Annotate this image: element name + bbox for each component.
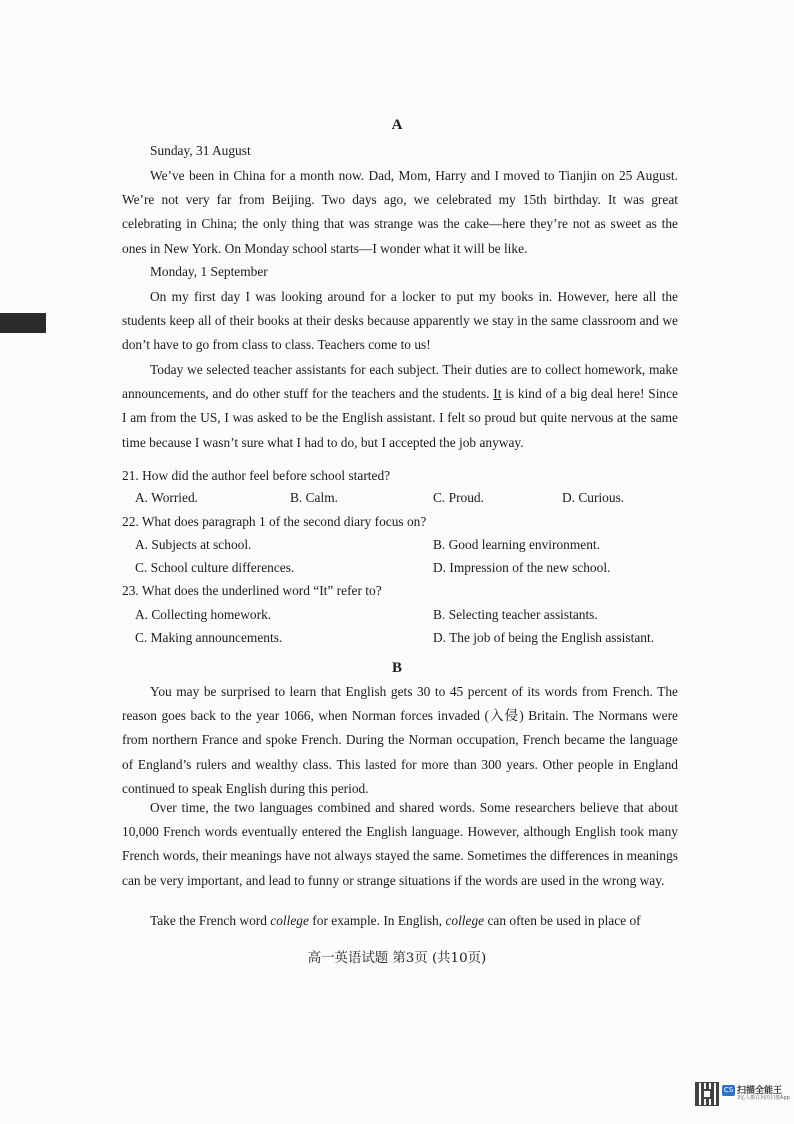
camscanner-logo-icon: CS [723, 1086, 734, 1094]
q23-option-b: B. Selecting teacher assistants. [433, 607, 598, 622]
p2-text-after: is kind of a big deal here! Since I am from the US, I was asked to be the English assistant. I felt so proud but quite nervous at the same time because I wasn’t sure what I had to do, but I accepted the job anyway. [122, 386, 678, 450]
q22-option-d: D. Impression of the new school. [433, 560, 611, 575]
scanner-watermark [722, 1083, 790, 1103]
q23-option-d: D. The job of being the English assistant. [433, 630, 655, 645]
watermark-app-name: 扫描全能王 [737, 1086, 783, 1096]
section-b-title: B [391, 660, 402, 676]
q22-option-a: A. Subjects at school. [135, 537, 252, 552]
underlined-word-it: It [493, 386, 502, 402]
watermark-tagline: 3亿人都在用的扫描App [737, 1095, 790, 1101]
p3-text-b: for example. In English, [308, 913, 446, 928]
q23-option-a: A. Collecting homework. [135, 607, 272, 622]
p3-text-c: can often be used in place of [484, 913, 641, 928]
question-21-stem: 21. How did the author feel before school started? [122, 468, 391, 483]
diary-entry-2-paragraph-2 [122, 358, 678, 455]
passage-b-paragraph-2: Over time, the two languages combined and shared words. Some researchers believe that about 10,000 French words eventually entered the English language. However, although English took many French words, their meanings have not always stayed the same. Sometimes the differences in meanings can be very important, and lead to funny or strange situations if the words are used in the wrong way. [122, 800, 678, 888]
q21-option-b: B. Calm. [290, 490, 338, 505]
italic-word-college-1: college [270, 913, 309, 928]
diary-entry-1: We’ve been in China for a month now. Dad, Mom, Harry and I moved to Tianjin on 25 August. We’re not very far from Beijing. Two days ago, we celebrated my 15th birthday. It was great celebrating in China; the only thing that was strange was the cake—here they’re not as sweet as the ones in New York. On Monday school starts—I wonder what it will be like. [122, 168, 678, 256]
diary-date-2: Monday, 1 September [150, 264, 268, 279]
question-22-stem: 22. What does paragraph 1 of the second diary focus on? [122, 514, 427, 529]
scan-artifact [0, 313, 46, 333]
p2-text-before: Today we selected teacher assistants for each subject. Their duties are to collect homework, make announcements, and do other stuff for the teachers and the students. [122, 362, 678, 402]
diary-entry-2-paragraph-1: On my first day I was looking around for a locker to put my books in. However, here all the students keep all of their books at their desks because apparently we stay in the same classroom and we don’t have to go from class to class. Teachers come to us! [122, 289, 678, 353]
section-a-title: A [391, 117, 403, 133]
q21-option-a: A. Worried. [135, 490, 199, 505]
q22-option-b: B. Good learning environment. [433, 537, 600, 552]
q21-option-d: D. Curious. [562, 490, 625, 505]
passage-b-paragraph-3 [122, 909, 678, 933]
q23-option-c: C. Making announcements. [135, 630, 283, 645]
q22-option-c: C. School culture differences. [135, 560, 295, 575]
p3-text-a: Take the French word [150, 913, 271, 928]
qr-code-icon [695, 1082, 719, 1106]
q21-option-c: C. Proud. [433, 490, 484, 505]
page-footer: 高一英语试题 第3页 (共10页) [307, 951, 487, 966]
question-23-stem: 23. What does the underlined word “It” refer to? [122, 583, 382, 598]
diary-date-1: Sunday, 31 August [150, 143, 251, 158]
italic-word-college-2: college [445, 913, 485, 928]
passage-b-paragraph-1: You may be surprised to learn that English gets 30 to 45 percent of its words from French. The reason goes back to the year 1066, when Norman forces invaded (入侵) Britain. The Normans were from northern France and spoke French. During the Norman occupation, French became the language of England’s rulers and wealthy class. This lasted for more than 300 years. Other people in England continued to speak English during this period. [122, 684, 678, 796]
